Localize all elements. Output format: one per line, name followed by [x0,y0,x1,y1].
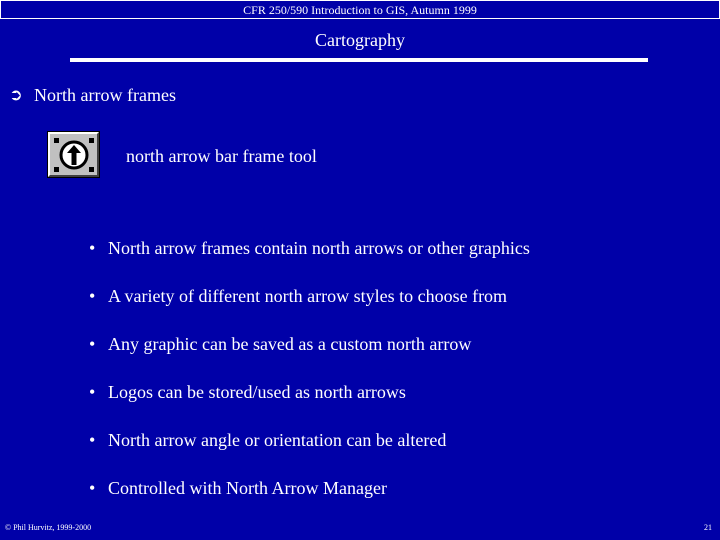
arrow-bullet-icon: ➲ [9,85,23,104]
tool-caption: north arrow bar frame tool [126,146,317,166]
bullet-item [89,368,530,416]
footer-copyright: © Phil Hurvitz, 1999-2000 [5,523,92,532]
bullet-dot: • [89,478,96,498]
bullet-dot: • [89,286,96,306]
north-arrow-frame-tool-icon [52,136,96,174]
bullet-text: North arrow frames contain north arrows or other graphics [108,238,530,258]
bullet-text: Logos can be stored/used as north arrows [108,382,406,402]
bullet-text: Any graphic can be saved as a custom north arrow [108,334,472,354]
bullet-item [89,272,530,320]
bullet-text: Controlled with North Arrow Manager [108,478,387,498]
title-rule [70,58,648,62]
bullet-item [89,464,530,512]
bullet-item [89,320,530,368]
bullet-dot: • [89,334,96,354]
bullet-dot: • [89,430,96,450]
course-header [0,0,720,19]
bullet-dot: • [89,238,96,258]
bullet-text: North arrow angle or orientation can be altered [108,430,447,450]
slide-title: Cartography [315,30,405,50]
course-title: CFR 250/590 Introduction to GIS, Autumn 1999 [243,2,477,17]
north-arrow-frame-tool-button[interactable] [48,132,99,177]
bullet-dot: • [89,382,96,402]
bullet-item [89,416,530,464]
bullet-list [89,224,530,512]
section-heading [8,86,176,104]
page-number: 21 [704,523,712,532]
bullet-item [89,224,530,272]
bullet-text: A variety of different north arrow styles to choose from [108,286,508,306]
section-label: North arrow frames [34,85,176,105]
